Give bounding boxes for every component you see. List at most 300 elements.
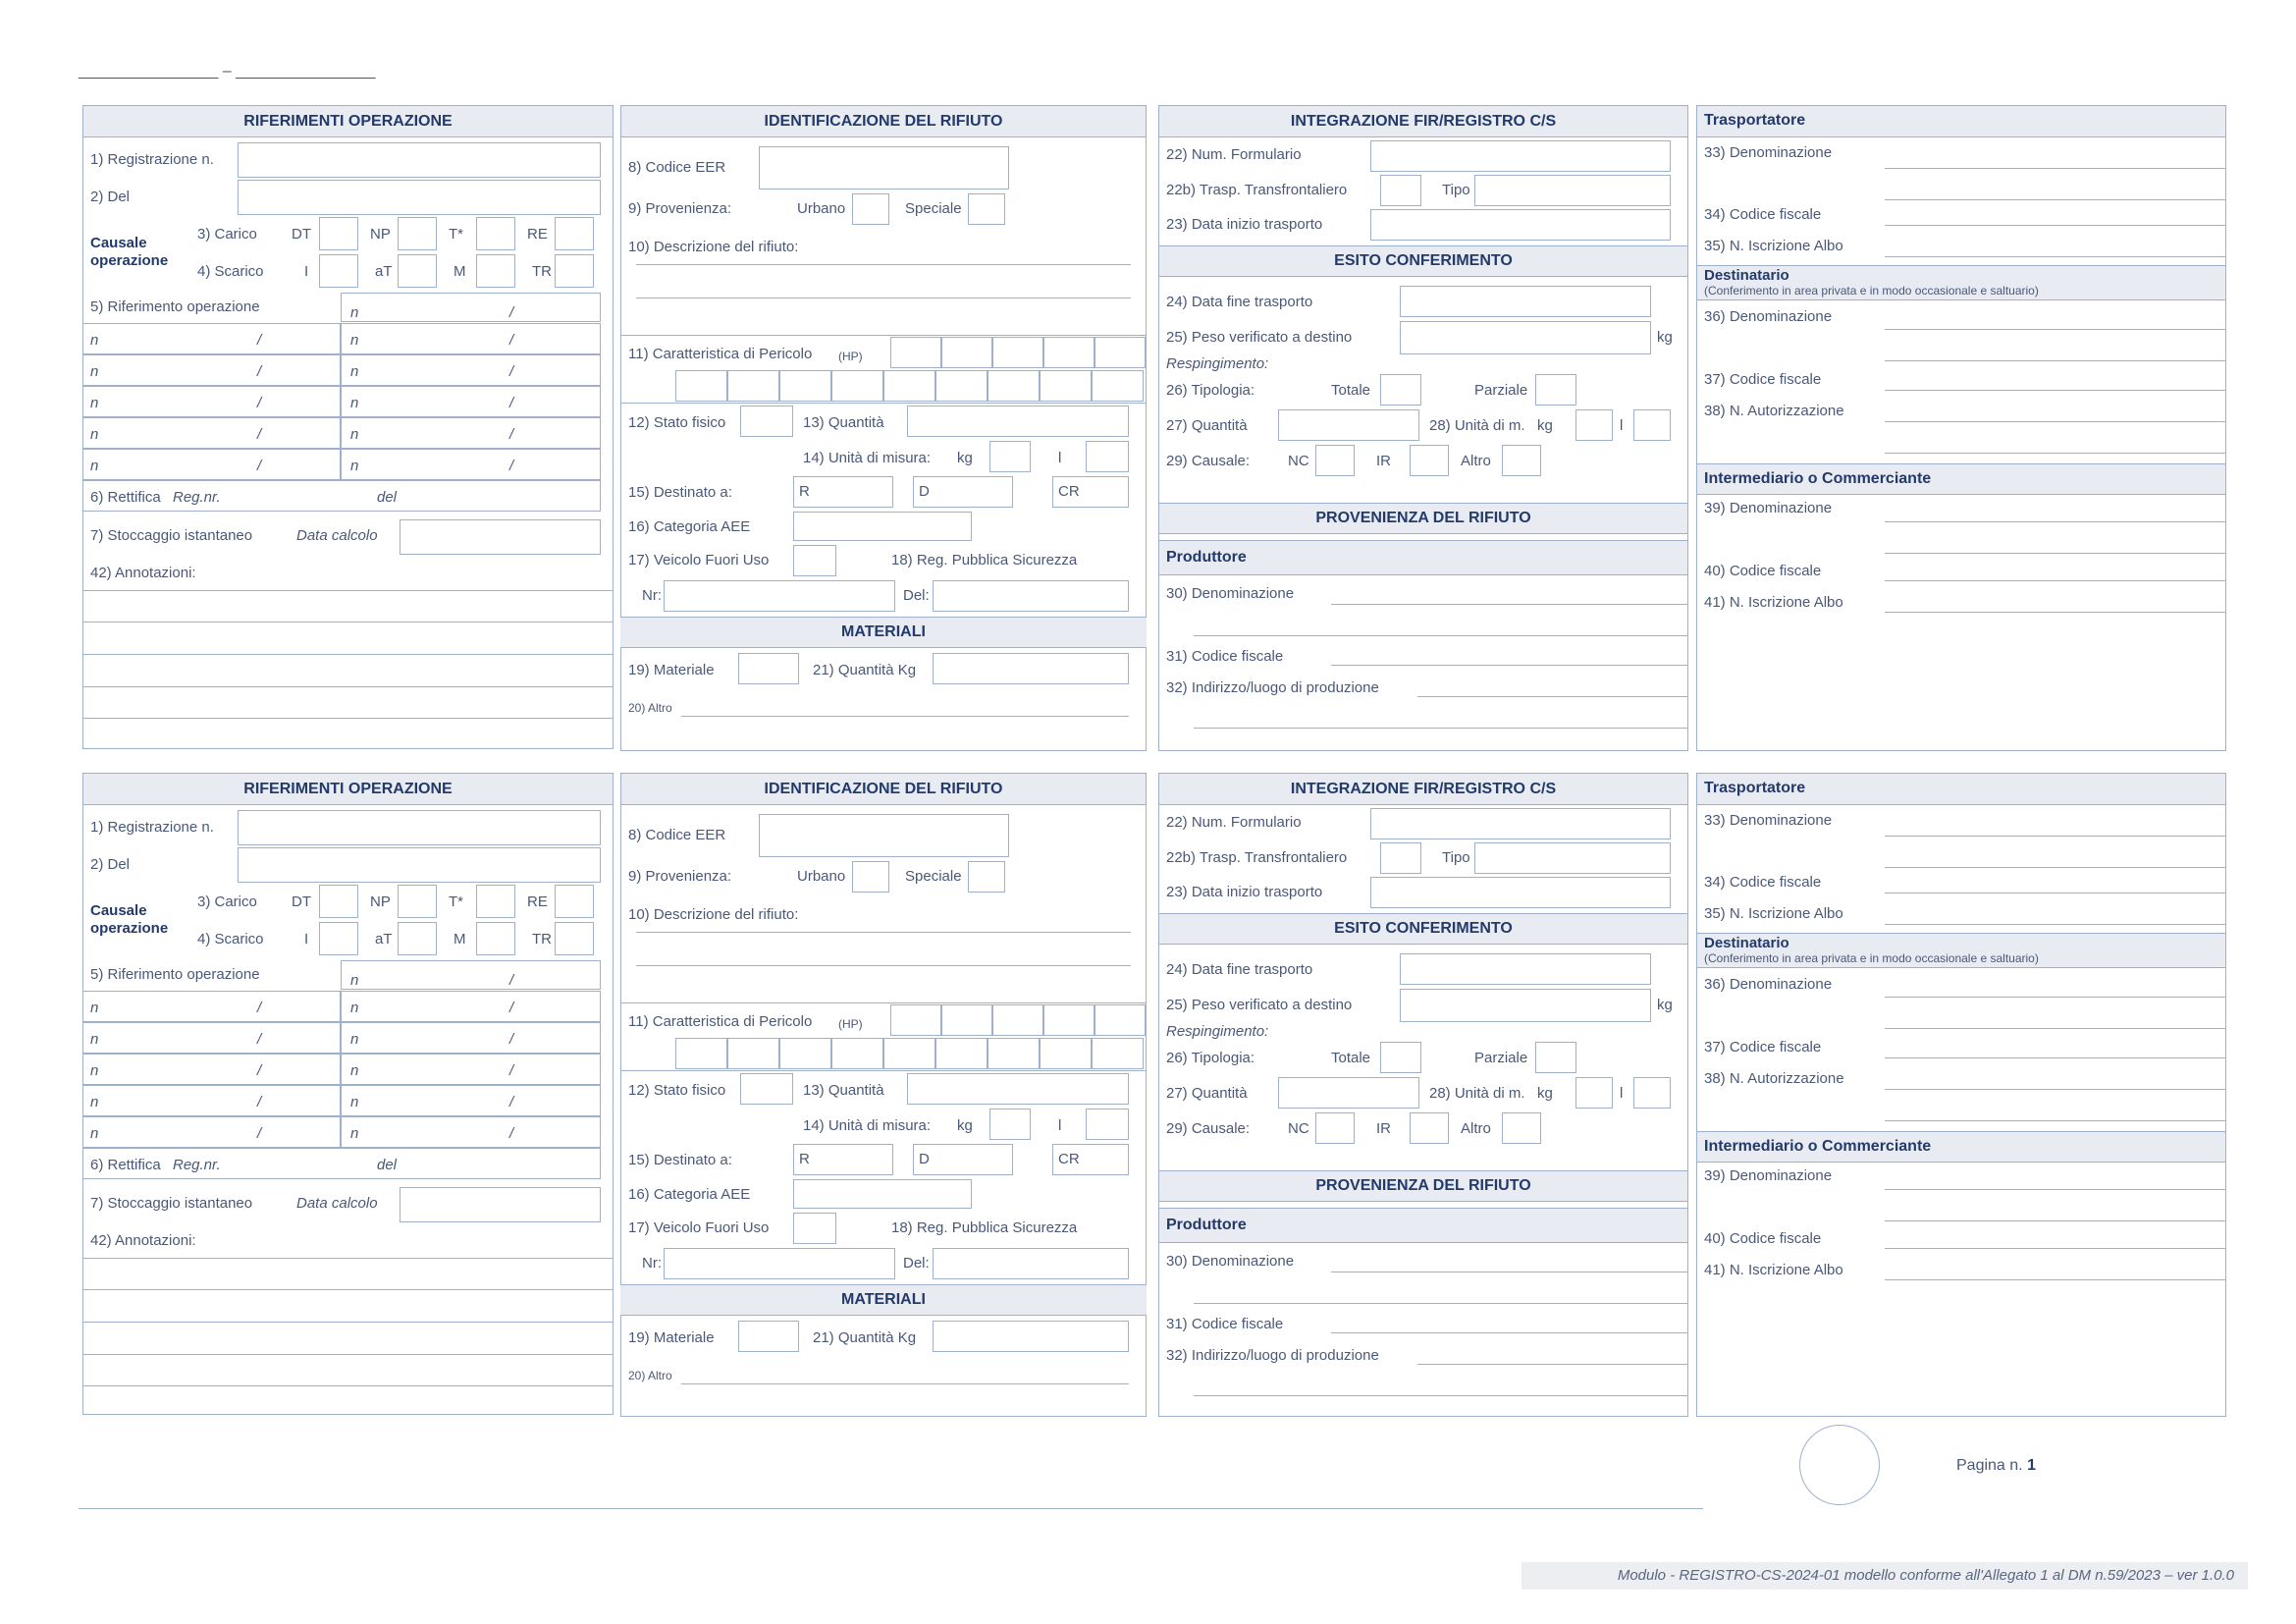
entry-line	[1885, 580, 2226, 581]
field-label: 30) Denominazione	[1166, 585, 1295, 602]
num-formulario-input[interactable]	[1370, 140, 1671, 172]
rif-op-cell-left[interactable]	[82, 1054, 341, 1085]
field-label: RE	[527, 893, 548, 910]
field-label: Speciale	[905, 200, 962, 217]
rif-op-cell-left[interactable]	[82, 417, 341, 449]
num-formulario-input[interactable]	[1370, 808, 1671, 839]
rif-op-cell-right[interactable]	[341, 323, 601, 354]
hp-cell[interactable]	[988, 1038, 1040, 1069]
entry-line	[82, 718, 614, 719]
field-label: 3) Carico	[197, 226, 257, 243]
entry-line	[82, 686, 614, 687]
trasp-checkbox[interactable]	[1380, 842, 1421, 874]
scarico-m-checkbox[interactable]	[476, 922, 515, 955]
hp-cell[interactable]	[1043, 1004, 1095, 1036]
field-label: 26) Tipologia:	[1166, 382, 1255, 399]
field-label: Parziale	[1474, 1050, 1528, 1066]
entry-line	[620, 403, 1147, 404]
field-label: 32) Indirizzo/luogo di produzione	[1166, 1347, 1379, 1364]
materiali-title: MATERIALI	[841, 623, 926, 640]
peso-input[interactable]	[1400, 321, 1651, 354]
slash-label: /	[257, 332, 262, 349]
n-label: n	[90, 1031, 99, 1048]
field-label: 37) Codice fiscale	[1704, 1039, 1822, 1056]
entry-line	[636, 264, 1131, 265]
hp-cell[interactable]	[992, 337, 1043, 368]
rif-op-cell-left[interactable]	[82, 386, 341, 417]
nr-input[interactable]	[664, 1248, 895, 1279]
trasportatore-header	[1697, 774, 2225, 805]
field-label: 33) Denominazione	[1704, 812, 1833, 829]
parziale-checkbox[interactable]	[1535, 374, 1576, 406]
produttore-header	[1159, 540, 1687, 575]
unita-kg-checkbox[interactable]	[989, 441, 1031, 472]
hp-cell[interactable]	[1095, 1004, 1146, 1036]
section-title: IDENTIFICAZIONE DEL RIFIUTO	[621, 774, 1146, 805]
field-label: 15) Destinato a:	[628, 484, 732, 501]
n-label: n	[350, 1062, 359, 1079]
field-label: 14) Unità di misura:	[803, 450, 932, 466]
altro-label: 20) Altro	[628, 1369, 672, 1382]
field-label: 15) Destinato a:	[628, 1152, 732, 1168]
del-input[interactable]	[238, 180, 601, 215]
field-label: Del:	[903, 1255, 930, 1272]
trasp-checkbox[interactable]	[1380, 175, 1421, 206]
field-label: 19) Materiale	[628, 662, 715, 678]
field-label: 40) Codice fiscale	[1704, 1230, 1822, 1247]
unita-kg-checkbox[interactable]	[1575, 409, 1613, 441]
section-title: INTEGRAZIONE FIR/REGISTRO C/S	[1159, 106, 1687, 137]
field-label: 27) Quantità	[1166, 417, 1248, 434]
hp-cell[interactable]	[1092, 370, 1144, 402]
hp-cell[interactable]	[831, 1038, 883, 1069]
field-label: 2) Del	[90, 856, 131, 873]
n-label: n	[350, 363, 359, 380]
field-label: 23) Data inizio trasporto	[1166, 216, 1323, 233]
n-label: n	[350, 1094, 359, 1110]
field-label: 21) Quantità Kg	[813, 1329, 917, 1346]
entry-line	[1885, 1120, 2226, 1121]
causale-nc-checkbox[interactable]	[1315, 445, 1355, 476]
entry-line	[1417, 1364, 1688, 1365]
slash-label: /	[509, 972, 514, 989]
hp-cell[interactable]	[1092, 1038, 1144, 1069]
speciale-checkbox[interactable]	[968, 861, 1005, 893]
field-label: 25) Peso verificato a destino	[1166, 329, 1353, 346]
field-label: T*	[449, 893, 463, 910]
categoria-aee-input[interactable]	[793, 1179, 972, 1209]
scarico-at-checkbox[interactable]	[398, 254, 437, 288]
rif-op-cell-right[interactable]	[341, 991, 601, 1022]
field-label: I	[304, 263, 309, 280]
unita-l-checkbox[interactable]	[1633, 1077, 1671, 1109]
rif-op-cell-left[interactable]	[82, 1085, 341, 1116]
materiale-input[interactable]	[738, 1321, 799, 1352]
rif-op-cell-left[interactable]	[82, 449, 341, 480]
destinatario-header	[1697, 265, 2225, 300]
tipo-input[interactable]	[1474, 175, 1671, 206]
rif-op-cell-right[interactable]	[341, 1085, 601, 1116]
quantita-input[interactable]	[907, 406, 1129, 437]
rif-op-cell-left[interactable]	[82, 354, 341, 386]
field-label: NC	[1288, 453, 1309, 469]
field-label: l	[1058, 1117, 1062, 1134]
field-label: DT	[292, 226, 311, 243]
rif-op-cell-right[interactable]	[341, 417, 601, 449]
veicolo-checkbox[interactable]	[793, 1213, 836, 1244]
hp-cell[interactable]	[727, 370, 779, 402]
unita-l-checkbox[interactable]	[1086, 1109, 1129, 1140]
n-label: n	[90, 426, 99, 443]
scarico-i-checkbox[interactable]	[319, 922, 358, 955]
field-label: 42) Annotazioni:	[90, 565, 196, 581]
slash-label: /	[257, 1031, 262, 1048]
hp-cell[interactable]	[1040, 370, 1092, 402]
del-input[interactable]	[238, 847, 601, 883]
slash-label: /	[257, 1062, 262, 1079]
causale-ir-checkbox[interactable]	[1410, 1112, 1449, 1144]
peso-input[interactable]	[1400, 989, 1651, 1022]
entry-line	[1885, 390, 2226, 391]
hp-cell[interactable]	[883, 370, 935, 402]
hp-cell[interactable]	[935, 1038, 988, 1069]
field-label: l	[1058, 450, 1062, 466]
rif-op-cell-right[interactable]	[341, 1022, 601, 1054]
n-label: n	[90, 1062, 99, 1079]
field-label: 31) Codice fiscale	[1166, 648, 1284, 665]
field-label: 17) Veicolo Fuori Uso	[628, 1219, 770, 1236]
field-label: 35) N. Iscrizione Albo	[1704, 238, 1843, 254]
n-label: n	[350, 332, 359, 349]
field-label: 24) Data fine trasporto	[1166, 294, 1313, 310]
entry-line	[1331, 1332, 1688, 1333]
field-label: Urbano	[797, 200, 846, 217]
quantita-kg-input[interactable]	[933, 1321, 1129, 1352]
field-label: l	[1620, 1085, 1624, 1102]
field-label: DT	[292, 893, 311, 910]
destinatario-title: Destinatario	[1704, 267, 1789, 284]
n-label: n	[90, 1000, 99, 1016]
field-label: RE	[527, 226, 548, 243]
field-label: NP	[370, 226, 391, 243]
field-label: 4) Scarico	[197, 263, 264, 280]
speciale-checkbox[interactable]	[968, 193, 1005, 225]
totale-checkbox[interactable]	[1380, 1042, 1421, 1073]
causale-altro-checkbox[interactable]	[1502, 1112, 1541, 1144]
entry-line	[636, 932, 1131, 933]
data-inizio-input[interactable]	[1370, 209, 1671, 241]
nr-input[interactable]	[664, 580, 895, 612]
entry-line	[82, 622, 614, 623]
n-label: n	[350, 458, 359, 474]
soggetti-panel	[1696, 105, 2226, 751]
quantita-respinta-input[interactable]	[1278, 1077, 1419, 1109]
field-label: M	[454, 931, 466, 947]
scarico-tr-checkbox[interactable]	[555, 254, 594, 288]
field-label: 34) Codice fiscale	[1704, 874, 1822, 891]
field-label: 35) N. Iscrizione Albo	[1704, 905, 1843, 922]
section-title	[620, 617, 1147, 648]
unita-kg-checkbox[interactable]	[989, 1109, 1031, 1140]
field-label: 29) Causale:	[1166, 1120, 1251, 1137]
field-label: 11) Caratteristica di Pericolo	[628, 1013, 813, 1030]
codice-eer-input[interactable]	[759, 814, 1009, 857]
hp-cell[interactable]	[941, 337, 992, 368]
field-label: 7) Stoccaggio istantaneo	[90, 527, 253, 544]
esito-header	[1159, 245, 1687, 277]
slash-label: /	[257, 1125, 262, 1142]
field-label: 22b) Trasp. Transfrontaliero	[1166, 849, 1348, 866]
quantita-kg-input[interactable]	[933, 653, 1129, 684]
entry-line	[1885, 453, 2226, 454]
hp-cell[interactable]	[675, 1038, 727, 1069]
field-label: 41) N. Iscrizione Albo	[1704, 1262, 1843, 1278]
field-label: Parziale	[1474, 382, 1528, 399]
data-calcolo-input[interactable]	[400, 1187, 601, 1222]
carico-t-checkbox[interactable]	[476, 885, 515, 918]
data-calcolo-input[interactable]	[400, 519, 601, 555]
field-label: 24) Data fine trasporto	[1166, 961, 1313, 978]
field-label: 36) Denominazione	[1704, 976, 1833, 993]
scarico-at-checkbox[interactable]	[398, 922, 437, 955]
registrazione-input[interactable]	[238, 142, 601, 178]
entry-line	[1885, 1028, 2226, 1029]
rif-op-cell-right[interactable]	[341, 386, 601, 417]
field-label: Nr:	[642, 587, 662, 604]
rif-op-cell-right[interactable]	[341, 1116, 601, 1148]
hp-cell[interactable]	[890, 337, 941, 368]
entry-line	[1885, 612, 2226, 613]
slash-label: /	[257, 395, 262, 411]
produttore-header	[1159, 1208, 1687, 1243]
totale-checkbox[interactable]	[1380, 374, 1421, 406]
field-label: IR	[1376, 453, 1391, 469]
field-label: 16) Categoria AEE	[628, 1186, 751, 1203]
field-label: 32) Indirizzo/luogo di produzione	[1166, 679, 1379, 696]
field-label: Tipo	[1442, 182, 1470, 198]
field-label: 42) Annotazioni:	[90, 1232, 196, 1249]
categoria-aee-input[interactable]	[793, 512, 972, 541]
rif-op-cell-right[interactable]	[341, 1054, 601, 1085]
hp-cell[interactable]	[779, 1038, 831, 1069]
stato-fisico-input[interactable]	[740, 406, 793, 437]
unita-l-checkbox[interactable]	[1633, 409, 1671, 441]
field-label: 27) Quantità	[1166, 1085, 1248, 1102]
field-label: kg	[1537, 1085, 1553, 1102]
carico-t-checkbox[interactable]	[476, 217, 515, 250]
section-title: RIFERIMENTI OPERAZIONE	[83, 106, 613, 137]
field-label: 6) Rettifica	[90, 1157, 161, 1173]
urbano-checkbox[interactable]	[852, 861, 889, 893]
field-label: 41) N. Iscrizione Albo	[1704, 594, 1843, 611]
entry-line	[620, 1070, 1147, 1071]
rif-op-first[interactable]	[341, 960, 601, 990]
carico-np-checkbox[interactable]	[398, 885, 437, 918]
field-label: 1) Registrazione n.	[90, 819, 214, 836]
field-label: 5) Riferimento operazione	[90, 298, 260, 315]
unita-kg-checkbox[interactable]	[1575, 1077, 1613, 1109]
data-fine-input[interactable]	[1400, 286, 1651, 317]
hp-cell[interactable]	[1043, 337, 1095, 368]
rif-op-first[interactable]	[341, 293, 601, 322]
page-label: Pagina n.	[1956, 1457, 2023, 1474]
hp-cell[interactable]	[1095, 337, 1146, 368]
entry-line	[1885, 1189, 2226, 1190]
entry-line	[620, 335, 1147, 336]
causale-ir-checkbox[interactable]	[1410, 445, 1449, 476]
produttore-title: Produttore	[1166, 549, 1247, 566]
destinato-cr[interactable]: CR	[1052, 476, 1129, 508]
field-label: kg	[1657, 329, 1673, 346]
hp-label: (HP)	[838, 350, 863, 363]
quantita-respinta-input[interactable]	[1278, 409, 1419, 441]
entry-line	[1331, 604, 1688, 605]
entry-line	[1194, 1303, 1688, 1304]
slash-label: /	[257, 426, 262, 443]
hp-cell[interactable]	[779, 370, 831, 402]
destinatario-title: Destinatario	[1704, 935, 1789, 951]
field-label: Speciale	[905, 868, 962, 885]
entry-line	[1885, 225, 2226, 226]
tipo-input[interactable]	[1474, 842, 1671, 874]
field-label: I	[304, 931, 309, 947]
field-label: Urbano	[797, 868, 846, 885]
entry-line	[1885, 360, 2226, 361]
field-label: 22b) Trasp. Transfrontaliero	[1166, 182, 1348, 198]
stato-fisico-input[interactable]	[740, 1073, 793, 1105]
hp-cell[interactable]	[675, 370, 727, 402]
carico-re-checkbox[interactable]	[555, 885, 594, 918]
slash-label: /	[257, 1094, 262, 1110]
field-label: Altro	[1461, 453, 1491, 469]
data-inizio-input[interactable]	[1370, 877, 1671, 908]
field-label: kg	[1537, 417, 1553, 434]
field-label: 8) Codice EER	[628, 159, 726, 176]
rif-op-cell-left[interactable]	[82, 323, 341, 354]
unita-l-checkbox[interactable]	[1086, 441, 1129, 472]
rif-op-cell-right[interactable]	[341, 354, 601, 386]
rif-op-cell-left[interactable]	[82, 1116, 341, 1148]
registrazione-input[interactable]	[238, 810, 601, 845]
entry-line	[1885, 1220, 2226, 1221]
reg-nr-label: Reg.nr.	[173, 489, 221, 506]
carico-dt-checkbox[interactable]	[319, 217, 358, 250]
hp-cell[interactable]	[890, 1004, 941, 1036]
causale-altro-checkbox[interactable]	[1502, 445, 1541, 476]
field-label: 23) Data inizio trasporto	[1166, 884, 1323, 900]
entry-line	[82, 1258, 614, 1259]
hp-cell[interactable]	[727, 1038, 779, 1069]
codice-eer-input[interactable]	[759, 146, 1009, 189]
entry-line	[1885, 329, 2226, 330]
entry-line	[1331, 665, 1688, 666]
field-label: 1) Registrazione n.	[90, 151, 214, 168]
field-label: 40) Codice fiscale	[1704, 563, 1822, 579]
operazione-label: operazione	[90, 252, 169, 269]
entry-line	[1194, 728, 1688, 729]
scarico-i-checkbox[interactable]	[319, 254, 358, 288]
intermediario-title: Intermediario o Commerciante	[1704, 470, 1932, 487]
del-input[interactable]	[933, 1248, 1129, 1279]
destinato-r[interactable]: R	[793, 1144, 893, 1175]
hp-cell[interactable]	[988, 370, 1040, 402]
scarico-tr-checkbox[interactable]	[555, 922, 594, 955]
rif-op-cell-left[interactable]	[82, 1022, 341, 1054]
field-label: 22) Num. Formulario	[1166, 814, 1302, 831]
field-label: 3) Carico	[197, 893, 257, 910]
veicolo-checkbox[interactable]	[793, 545, 836, 576]
hp-cell[interactable]	[1040, 1038, 1092, 1069]
respingimento-label: Respingimento:	[1166, 355, 1269, 372]
provenienza-title: PROVENIENZA DEL RIFIUTO	[1315, 1177, 1531, 1194]
entry-line	[681, 1383, 1129, 1384]
entry-line	[1885, 256, 2226, 257]
field-label: 9) Provenienza:	[628, 868, 732, 885]
carico-np-checkbox[interactable]	[398, 217, 437, 250]
field-label: 7) Stoccaggio istantaneo	[90, 1195, 253, 1212]
field-label: 9) Provenienza:	[628, 200, 732, 217]
parziale-checkbox[interactable]	[1535, 1042, 1576, 1073]
slash-label: /	[509, 1000, 514, 1016]
field-label: 17) Veicolo Fuori Uso	[628, 552, 770, 568]
field-label: 2) Del	[90, 189, 131, 205]
materiale-input[interactable]	[738, 653, 799, 684]
hp-cell[interactable]	[992, 1004, 1043, 1036]
destinato-d[interactable]: D	[913, 476, 1013, 508]
field-label: NP	[370, 893, 391, 910]
quantita-input[interactable]	[907, 1073, 1129, 1105]
operazione-label: operazione	[90, 920, 169, 937]
field-label: 8) Codice EER	[628, 827, 726, 843]
destinato-cr[interactable]: CR	[1052, 1144, 1129, 1175]
field-label: TR	[532, 263, 552, 280]
entry-line	[82, 590, 614, 591]
provenienza-header	[1159, 1170, 1687, 1202]
urbano-checkbox[interactable]	[852, 193, 889, 225]
causale-label: Causale	[90, 235, 147, 251]
del-input[interactable]	[933, 580, 1129, 612]
data-fine-input[interactable]	[1400, 953, 1651, 985]
causale-nc-checkbox[interactable]	[1315, 1112, 1355, 1144]
hp-cell[interactable]	[941, 1004, 992, 1036]
destinato-d[interactable]: D	[913, 1144, 1013, 1175]
carico-re-checkbox[interactable]	[555, 217, 594, 250]
slash-label: /	[509, 1062, 514, 1079]
hp-cell[interactable]	[831, 370, 883, 402]
carico-dt-checkbox[interactable]	[319, 885, 358, 918]
rif-op-cell-left[interactable]	[82, 991, 341, 1022]
field-label: Totale	[1331, 382, 1371, 399]
slash-label: /	[509, 1031, 514, 1048]
trasportatore-title: Trasportatore	[1704, 780, 1806, 796]
scarico-m-checkbox[interactable]	[476, 254, 515, 288]
n-label: n	[350, 304, 359, 321]
field-label: 18) Reg. Pubblica Sicurezza	[891, 1219, 1078, 1236]
field-label: l	[1620, 417, 1624, 434]
slash-label: /	[257, 458, 262, 474]
field-label: 14) Unità di misura:	[803, 1117, 932, 1134]
section-title: IDENTIFICAZIONE DEL RIFIUTO	[621, 106, 1146, 137]
entry-line	[620, 1002, 1147, 1003]
field-label: 33) Denominazione	[1704, 144, 1833, 161]
hp-cell[interactable]	[935, 370, 988, 402]
destinato-r[interactable]: R	[793, 476, 893, 508]
field-label: IR	[1376, 1120, 1391, 1137]
entry-line	[1885, 1057, 2226, 1058]
trasportatore-title: Trasportatore	[1704, 112, 1806, 129]
rif-op-cell-right[interactable]	[341, 449, 601, 480]
hp-cell[interactable]	[883, 1038, 935, 1069]
